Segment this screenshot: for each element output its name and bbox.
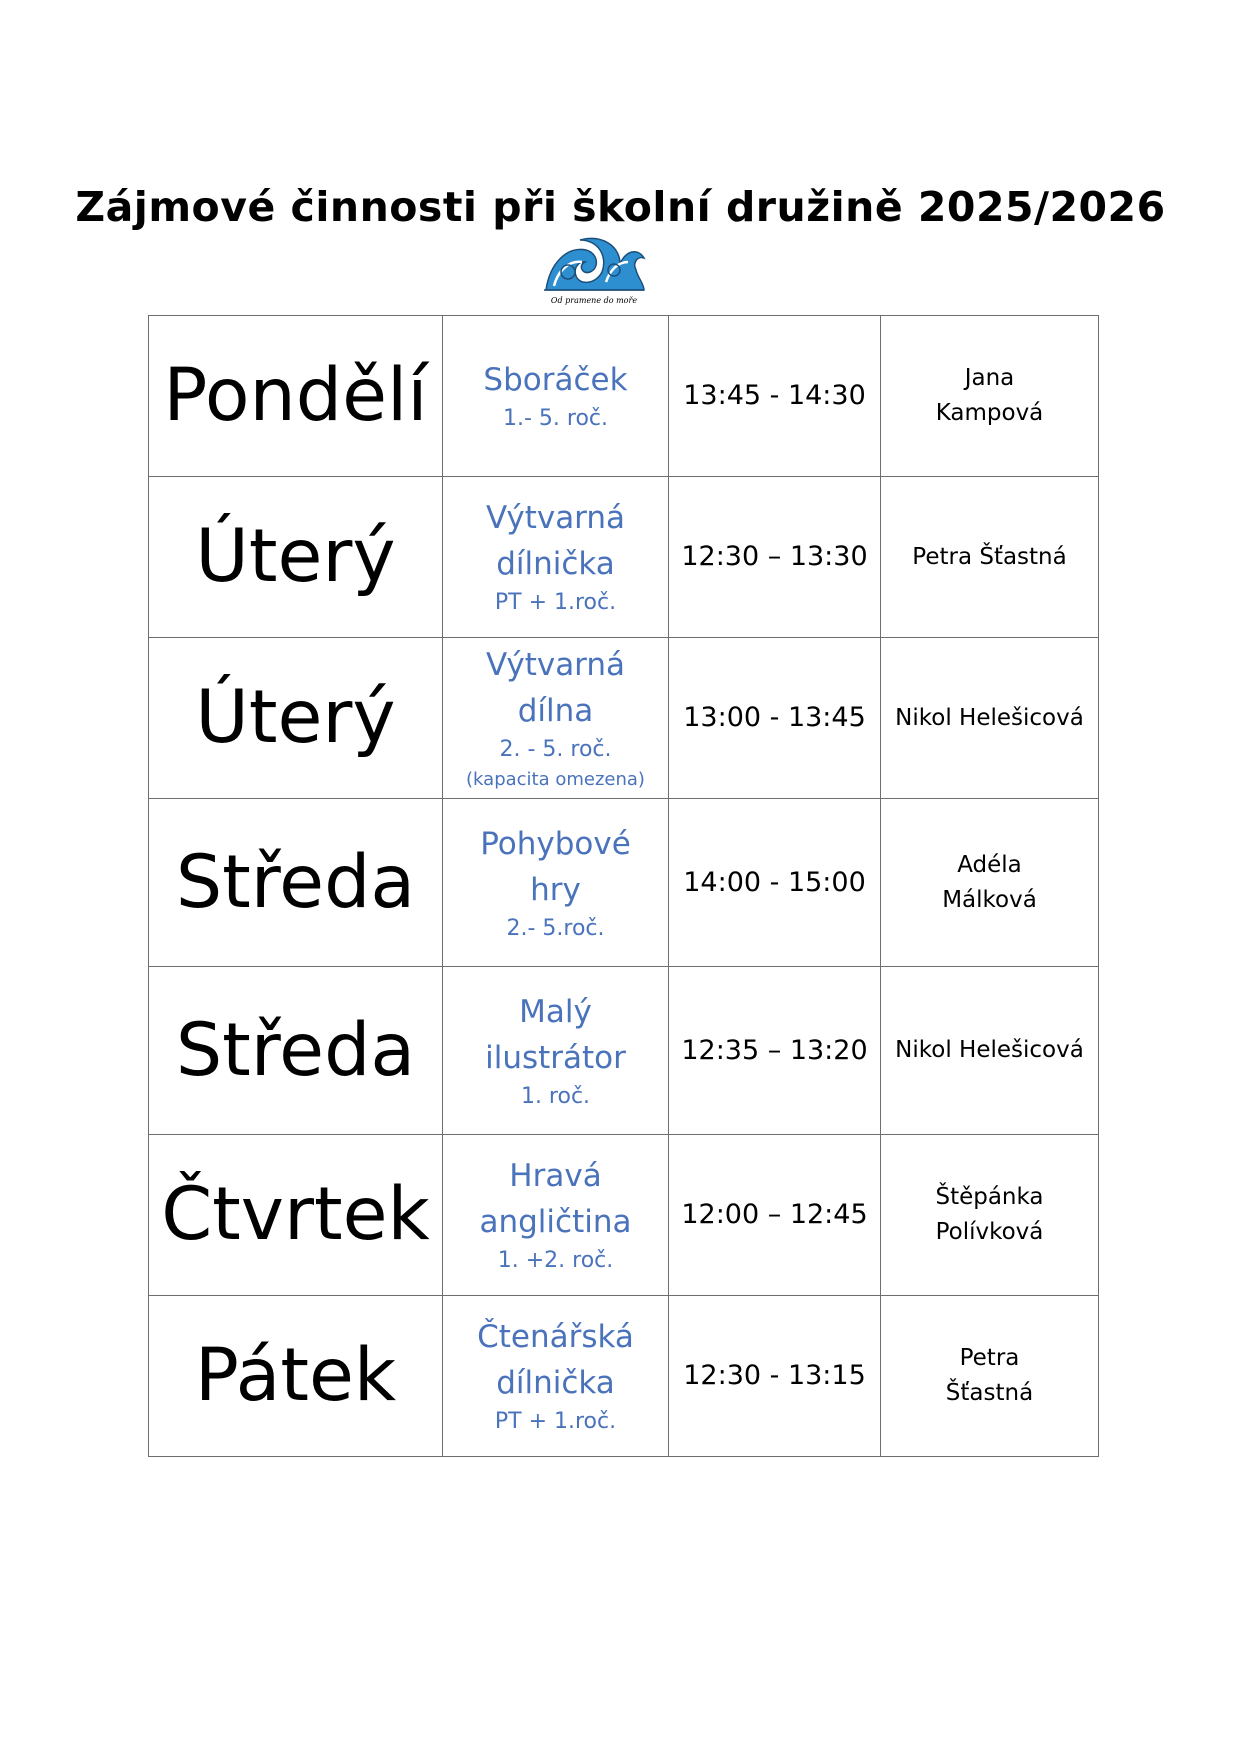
time-cell [669, 477, 881, 638]
activity-name: Hravá [509, 1158, 602, 1194]
school-logo [540, 232, 648, 310]
time-cell [669, 799, 881, 967]
activity-cell [443, 1135, 669, 1296]
teacher-cell [881, 316, 1099, 477]
time-range: 12:30 - 13:15 [683, 1360, 866, 1391]
day-cell [149, 477, 443, 638]
time-cell [669, 967, 881, 1135]
schedule-row [149, 477, 1099, 638]
time-range: 14:00 - 15:00 [683, 866, 866, 898]
teacher-name: Nikol Helešicová [895, 1037, 1084, 1063]
activity-cell [443, 638, 669, 799]
activity-note: (kapacita omezena) [466, 769, 645, 790]
schedule-row [149, 1296, 1099, 1457]
teacher-name: Adéla [957, 851, 1022, 878]
day-cell [149, 967, 443, 1135]
teacher-name: Jana [964, 365, 1015, 391]
page-title: Zájmové činnosti při školní družině 2025/2026 [75, 183, 1166, 231]
activity-cell [443, 799, 669, 967]
time-range: 12:30 – 13:30 [681, 541, 868, 572]
day-label: Čtvrtek [161, 1172, 430, 1257]
time-cell [669, 316, 881, 477]
activity-name: Výtvarná [485, 647, 626, 683]
activity-name: Malý [519, 993, 592, 1030]
time-cell [669, 1135, 881, 1296]
teacher-cell [881, 638, 1099, 799]
day-label: Úterý [195, 514, 396, 599]
activity-name: dílnička [496, 546, 615, 582]
activity-cell [443, 316, 669, 477]
time-range: 13:45 - 14:30 [683, 380, 866, 411]
activity-grade: 1. roč. [520, 1083, 591, 1109]
day-cell [149, 799, 443, 967]
time-cell [669, 1296, 881, 1457]
teacher-cell [881, 1135, 1099, 1296]
activity-name: Sboráček [483, 362, 628, 398]
teacher-cell [881, 477, 1099, 638]
day-cell [149, 638, 443, 799]
day-label: Středa [175, 839, 416, 925]
day-label: Pondělí [163, 353, 428, 438]
day-cell [149, 1296, 443, 1457]
teacher-cell [881, 799, 1099, 967]
logo-caption: Od pramene do moře [550, 296, 638, 305]
activity-cell [443, 1296, 669, 1457]
schedule-table [148, 315, 1099, 1457]
day-label: Úterý [195, 675, 396, 760]
activity-name: Výtvarná [485, 500, 626, 536]
activity-name: angličtina [479, 1204, 632, 1240]
day-label: Středa [175, 1007, 416, 1093]
activity-grade: 2. - 5. roč. [499, 737, 612, 762]
activity-grade: 1. +2. roč. [497, 1248, 614, 1273]
activity-name: ilustrátor [485, 1039, 626, 1076]
activity-grade: PT + 1.roč. [494, 1409, 617, 1434]
waves-logo-icon [540, 232, 648, 296]
teacher-name: Nikol Helešicová [895, 704, 1084, 731]
teacher-cell [881, 967, 1099, 1135]
activity-grade: PT + 1.roč. [494, 590, 617, 615]
day-label: Pátek [194, 1333, 397, 1418]
time-cell [669, 638, 881, 799]
activity-name: dílnička [496, 1365, 615, 1401]
activity-cell [443, 477, 669, 638]
activity-name: Pohybové [480, 825, 631, 862]
teacher-name: Petra [959, 1345, 1020, 1371]
day-cell [149, 316, 443, 477]
time-range: 12:00 – 12:45 [681, 1199, 868, 1230]
activity-name: dílna [517, 693, 594, 729]
activity-name: hry [530, 871, 581, 908]
time-range: 13:00 - 13:45 [683, 702, 866, 733]
teacher-name: Polívková [935, 1219, 1044, 1245]
teacher-name: Málková [942, 886, 1037, 913]
schedule-row [149, 316, 1099, 477]
activity-name: Čtenářská [477, 1319, 634, 1355]
teacher-name: Kampová [935, 400, 1044, 426]
activity-grade: 2.- 5.roč. [506, 915, 605, 941]
schedule-row [149, 967, 1099, 1135]
day-cell [149, 1135, 443, 1296]
teacher-name: Šťastná [945, 1380, 1034, 1406]
time-range: 12:35 – 13:20 [681, 1034, 868, 1066]
teacher-name: Petra Šťastná [912, 543, 1067, 570]
schedule-row [149, 638, 1099, 799]
activity-cell [443, 967, 669, 1135]
schedule-row [149, 799, 1099, 967]
teacher-cell [881, 1296, 1099, 1457]
teacher-name: Štěpánka [935, 1184, 1044, 1210]
schedule-row [149, 1135, 1099, 1296]
activity-grade: 1.- 5. roč. [502, 406, 608, 431]
